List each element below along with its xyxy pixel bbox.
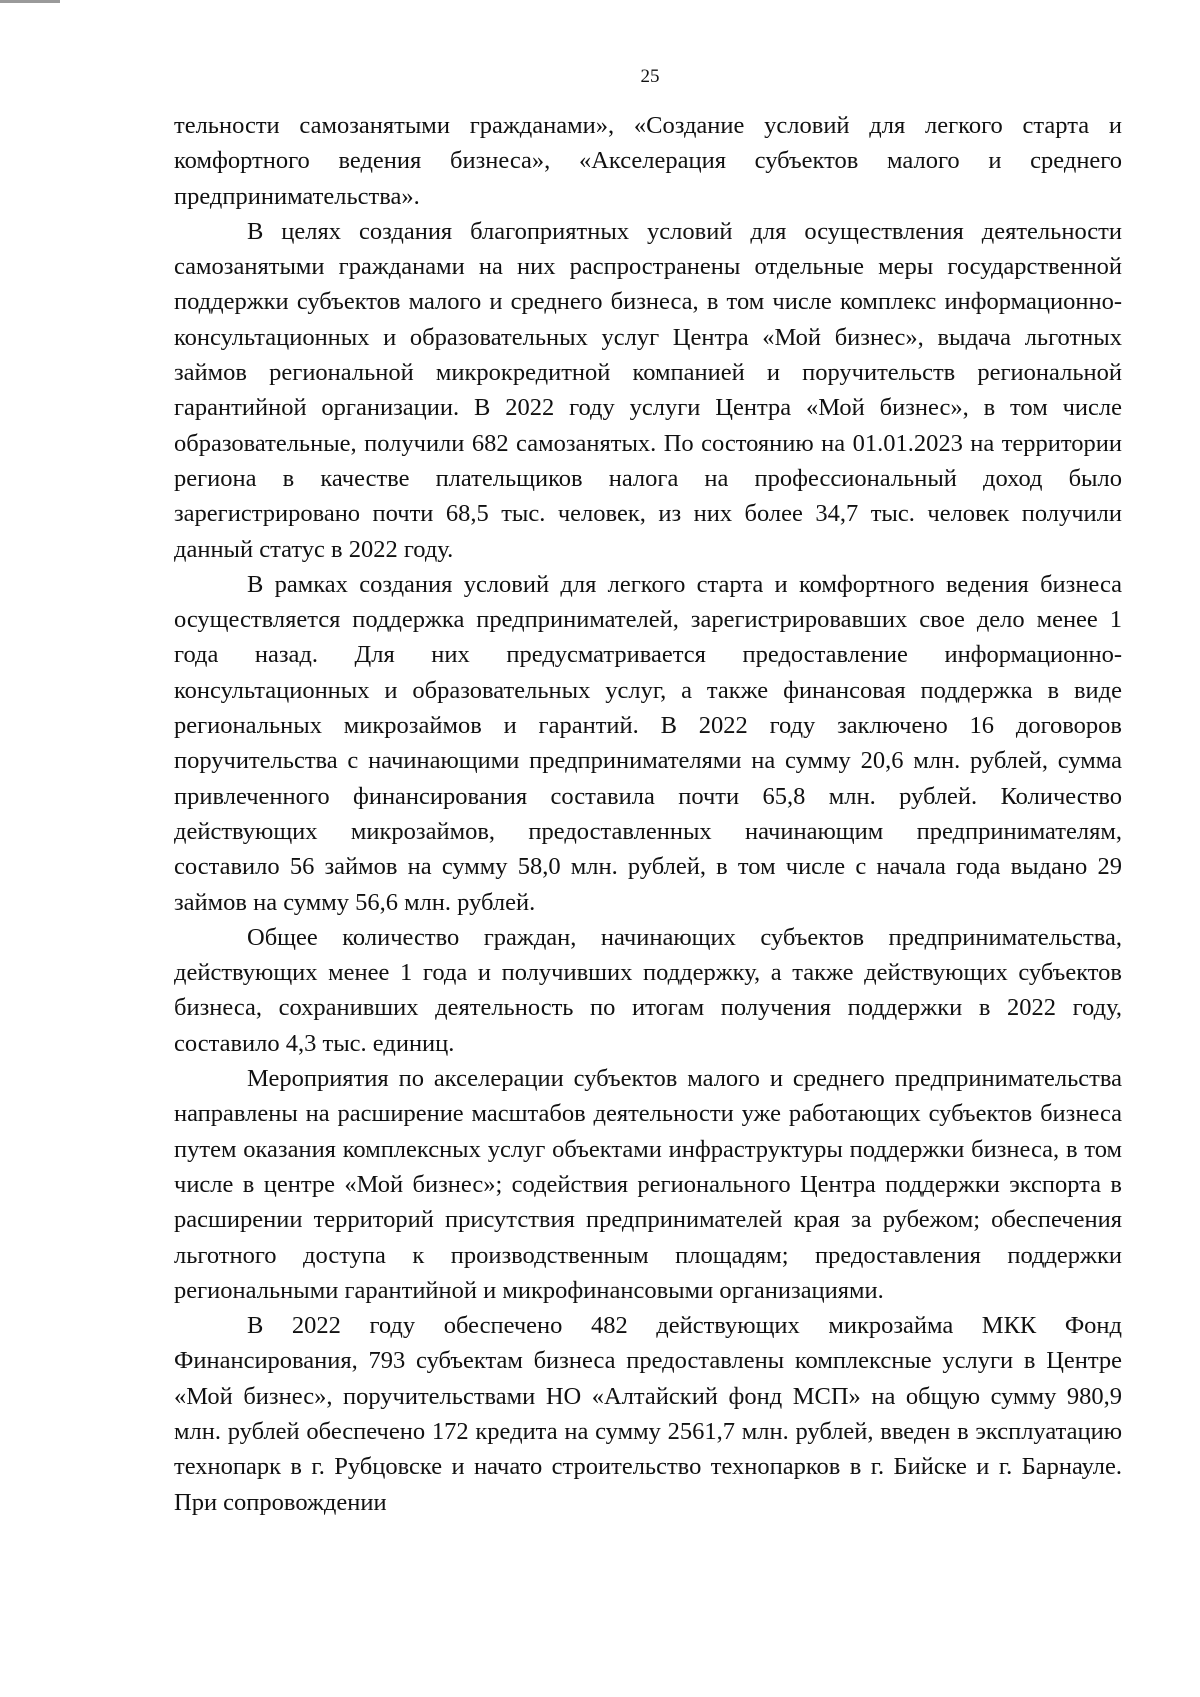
paragraph-2022-results: В 2022 году обеспечено 482 действующих микрозайма МКК Фонд Финансирования, 793 субъектам бизнеса предоставлены комплексные услуги в Центре «Мой бизнес», поручительствами НО «Алтайский фонд МСП» на общую сумму 980,9 млн. рублей обеспечено 172 кредита на сумму 2561,7 млн. рублей, введен в эксплуатацию технопарк в г. Рубцовске и начато строительство технопарков в г. Бийске и г. Барнауле. При сопровождении bbox=[174, 1312, 1122, 1516]
paragraph-total-supported: Общее количество граждан, начинающих субъектов предпринимательства, действующих менее 1 года и получивших поддержку, а также действующих субъектов бизнеса, сохранивших деятельность по итогам получения поддержки в 2022 году, составило 4,3 тыс. единиц. bbox=[174, 923, 1122, 1057]
paragraph-acceleration-measures: Мероприятия по акселерации субъектов малого и среднего предпринимательства направлены на расширение масштабов деятельности уже работающих субъектов бизнеса путем оказания комплексных услуг объектами инфраструктуры поддержки бизнеса, в том числе в центре «Мой бизнес»; содействия регионального Центра поддержки экспорта в расширении территорий присутствия предпринимателей края за рубежом; обеспечения льготного доступа к производственным площадям; предоставления поддержки региональными гарантийной и микрофинансовыми организациями. bbox=[174, 1065, 1122, 1304]
paragraph-self-employed-support: В целях создания благоприятных условий для осуществления деятельности самозанятыми гражданами на них распространены отдельные меры государственной поддержки субъектов малого и среднего бизнеса, в том числе комплекс информационно-консультационных и образовательных услуг Центра «Мой бизнес», выдача льготных займов региональной микрокредитной компанией и поручительств региональной гарантийной организации. В 2022 году услуги Центра «Мой бизнес», в том числе образовательные, получили 682 самозанятых. По состоянию на 01.01.2023 на территории региона в качестве плательщиков налога на профессиональный доход было зарегистрировано почти 68,5 тыс. человек, из них более 34,7 тыс. человек получили данный статус в 2022 году. bbox=[174, 217, 1122, 563]
paragraph-easy-start: В рамках создания условий для легкого старта и комфортного ведения бизнеса осуществляется поддержка предпринимателей, зарегистрировавших свое дело менее 1 года назад. Для них предусматривается предоставление информационно-консультационных и образовательных услуг, а также финансовая поддержка в виде региональных микрозаймов и гарантий. В 2022 году заключено 16 договоров поручительства с начинающими предпринимателями на сумму 20,6 млн. рублей, сумма привлеченного финансирования составила почти 65,8 млн. рублей. Количество действующих микрозаймов, предоставленных начинающим предпринимателям, составило 56 займов на сумму 58,0 млн. рублей, в том числе с начала года выдано 29 займов на сумму 56,6 млн. рублей. bbox=[174, 570, 1122, 916]
document-body bbox=[174, 108, 1122, 1520]
paragraph-continuation: тельности самозанятыми гражданами», «Создание условий для легкого старта и комфортного ведения бизнеса», «Акселерация субъектов малого и среднего предпринимательства». bbox=[174, 112, 1122, 210]
scan-edge-mark bbox=[0, 0, 60, 3]
page-number: 25 bbox=[640, 66, 660, 87]
